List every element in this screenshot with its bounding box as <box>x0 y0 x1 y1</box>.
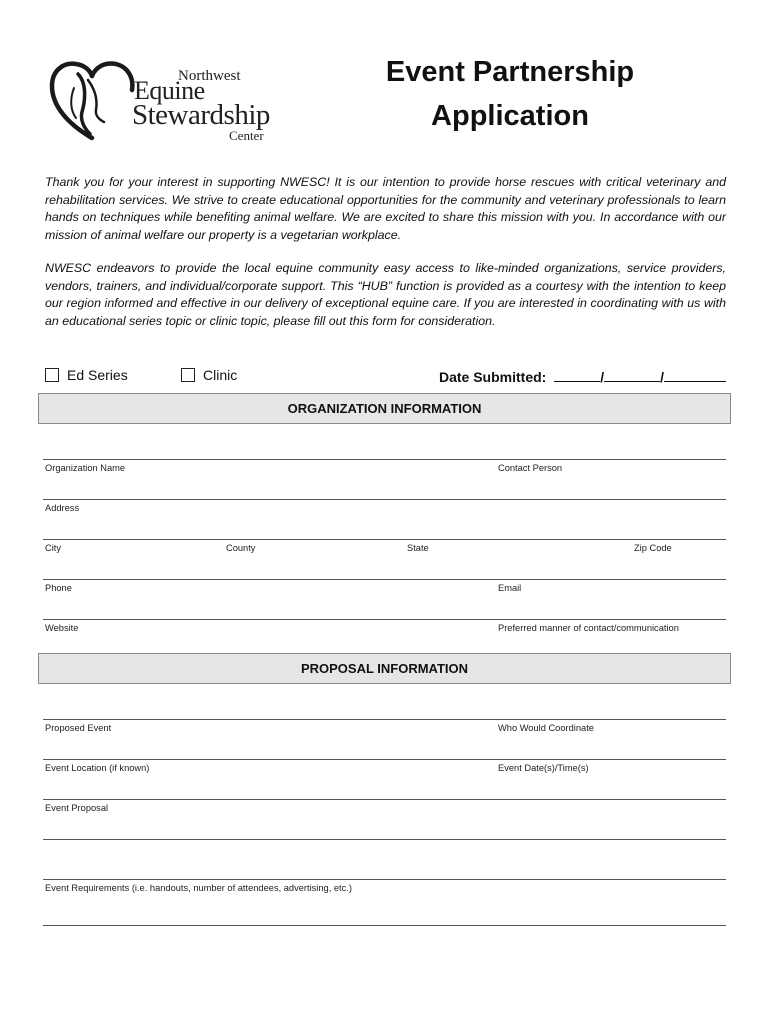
logo-equine: Equine <box>134 76 205 105</box>
date-month-field[interactable] <box>554 367 600 382</box>
form-rule <box>43 719 726 720</box>
logo-northwest: Northwest <box>178 68 241 84</box>
intro-paragraph-2: NWESC endeavors to provide the local equine community easy access to like-minded organizations, service providers, vendors, trainers, and individual/corporate support. This “HUB” function is provided as a courtesy with the intention to keep our region informed and effective in our delivery of exceptional equine care. If you are interested in coordinating with us with an educational series topic or clinic topic, please fill out this form for consideration. <box>45 261 726 328</box>
date-separator: / <box>600 369 605 385</box>
event-proposal-field[interactable]: Event Proposal <box>45 803 109 813</box>
page-title <box>330 50 690 138</box>
website-field[interactable]: Website <box>45 623 79 633</box>
intro-paragraph-1: Thank you for your interest in supporting NWESC! It is our intention to provide horse rescues with critical veterinary and rehabilitation services. We strive to create educational opportunities for the community and veterinary professionals to learn hands on techniques while benefiting animal welfare. We are excited to share this mission with you. In accordance with our mission of animal welfare our property is a vegetarian workplace. <box>45 175 726 242</box>
city-field[interactable]: City <box>45 543 62 553</box>
county-field[interactable]: County <box>226 543 256 553</box>
preferred-contact-field[interactable]: Preferred manner of contact/communication <box>498 623 679 633</box>
form-rule <box>43 499 726 500</box>
ed-series-checkbox[interactable] <box>45 368 59 382</box>
date-submitted-label: Date Submitted: <box>438 369 547 385</box>
form-rule <box>43 839 726 840</box>
form-rule <box>43 879 726 880</box>
form-rule <box>43 619 726 620</box>
logo-stewardship: Stewardship <box>132 99 270 131</box>
horse-heart-icon <box>48 58 138 144</box>
form-rule <box>43 759 726 760</box>
zip-code-field[interactable]: Zip Code <box>634 543 672 553</box>
state-field[interactable]: State <box>407 543 429 553</box>
org-name-field[interactable]: Organization Name <box>45 463 126 473</box>
email-field[interactable]: Email <box>498 583 522 593</box>
event-requirements-field[interactable]: Event Requirements (i.e. handouts, number of attendees, advertising, etc.) <box>45 883 352 893</box>
form-rule <box>43 579 726 580</box>
form-rule <box>43 459 726 460</box>
phone-field[interactable]: Phone <box>45 583 72 593</box>
date-submitted <box>439 367 726 385</box>
who-coordinate-field[interactable]: Who Would Coordinate <box>498 723 594 733</box>
title-line-2: Application <box>431 100 589 132</box>
form-rule <box>43 925 726 926</box>
clinic-label: Clinic <box>203 367 238 383</box>
event-type-row <box>45 367 726 387</box>
ed-series-label: Ed Series <box>67 367 128 383</box>
contact-person-field[interactable]: Contact Person <box>498 463 563 473</box>
proposed-event-field[interactable]: Proposed Event <box>45 723 112 733</box>
proposal-section-header: PROPOSAL INFORMATION <box>38 653 731 684</box>
logo-center: Center <box>229 128 264 143</box>
organization-section-header: ORGANIZATION INFORMATION <box>38 393 731 424</box>
date-separator: / <box>660 369 664 385</box>
event-dates-field[interactable]: Event Date(s)/Time(s) <box>498 763 589 773</box>
title-line-1: Event Partnership <box>385 56 635 88</box>
form-rule <box>43 799 726 800</box>
date-day-field[interactable] <box>604 367 660 382</box>
clinic-checkbox[interactable] <box>181 368 195 382</box>
form-rule <box>43 539 726 540</box>
date-year-field[interactable] <box>664 367 726 382</box>
address-field[interactable]: Address <box>45 503 80 513</box>
nwesc-logo <box>48 58 288 144</box>
event-location-field[interactable]: Event Location (if known) <box>45 763 150 773</box>
